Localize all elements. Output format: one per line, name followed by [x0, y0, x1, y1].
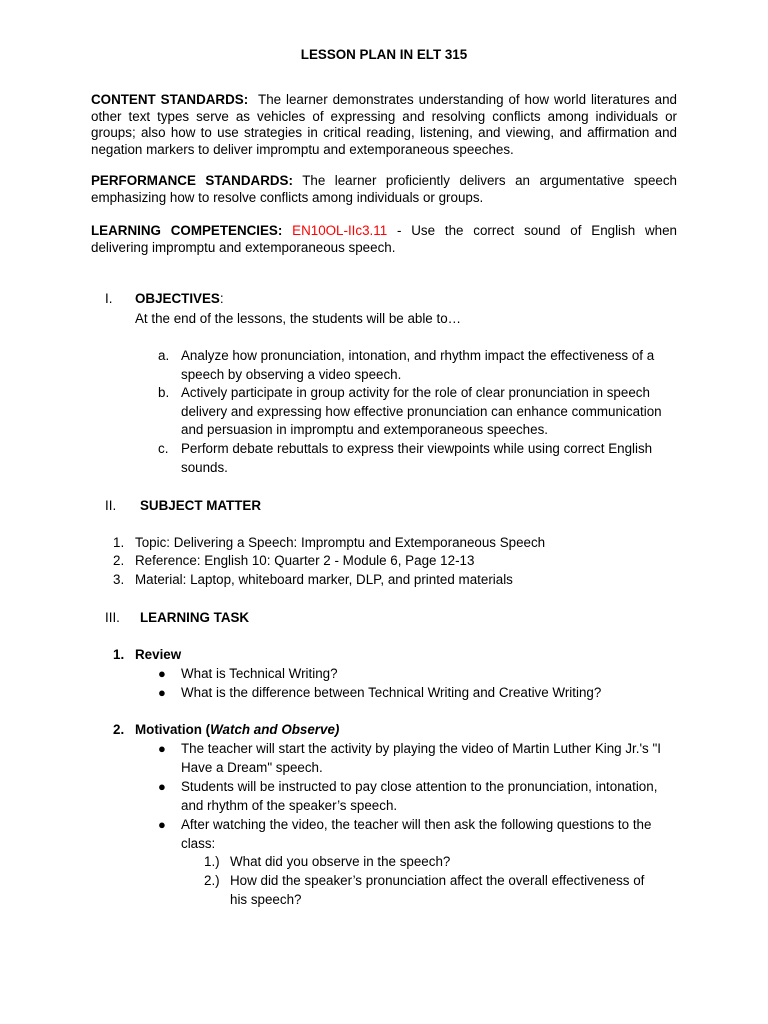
learning-competencies-label: LEARNING COMPETENCIES:: [91, 223, 283, 238]
subject-marker: 1.: [113, 535, 125, 550]
bullet-icon: ●: [158, 817, 166, 832]
motivation-bullet: The teacher will start the activity by playing the video of Martin Luther King Jr.'s "I Have a Dream" speech.: [181, 741, 661, 775]
bullet-icon: ●: [158, 685, 166, 700]
document-title: LESSON PLAN IN ELT 315: [300, 47, 468, 62]
objectives-label: OBJECTIVES: [135, 291, 220, 306]
subject-marker: 2.: [113, 553, 125, 568]
bullet-icon: ●: [158, 779, 166, 794]
learning-competencies-paragraph: [91, 223, 677, 256]
question-marker: 2.): [204, 873, 220, 888]
subject-topic: Topic: Delivering a Speech: Impromptu and Extemporaneous Speech: [135, 535, 546, 550]
motivation-label: Motivation (: [135, 722, 211, 737]
review-heading: Review: [135, 647, 182, 662]
review-question: What is the difference between Technical Writing and Creative Writing?: [181, 685, 602, 700]
objectives-colon: :: [219, 291, 224, 306]
review-question: What is Technical Writing?: [181, 666, 338, 681]
motivation-heading: [135, 721, 339, 739]
objectives-heading: [135, 290, 224, 308]
motivation-bullet: Students will be instructed to pay close attention to the pronunciation, intonation, and rhythm of the speaker’s speech.: [181, 779, 658, 813]
review-marker: 1.: [113, 647, 125, 662]
objective-item: Perform debate rebuttals to express their viewpoints while using correct English sounds.: [181, 441, 653, 475]
competency-code: EN10OL-IIc3.11: [292, 223, 388, 238]
objective-item: Analyze how pronunciation, intonation, and rhythm impact the effectiveness of a speech by observing a video speech.: [181, 348, 655, 382]
bullet-icon: ●: [158, 741, 166, 756]
objective-item: Actively participate in group activity for the role of clear pronunciation in speech delivery and expressing how effective pronunciation can enhance communication and persuasion in impromptu and extemporaneous speeches.: [181, 385, 662, 438]
learning-task-heading: LEARNING TASK: [140, 610, 250, 625]
motivation-marker: 2.: [113, 722, 125, 737]
motivation-question: What did you observe in the speech?: [230, 854, 451, 869]
content-standards-label: CONTENT STANDARDS:: [91, 92, 249, 107]
performance-standards-paragraph: [91, 173, 677, 206]
learning-competencies-text: - Use the correct sound of English when delivering impromptu and extemporaneous speech.: [91, 223, 677, 255]
content-standards-text: The learner demonstrates understanding of how world literatures and other text types serve as vehicles of expressing and resolving conflicts among individuals or groups; also how to use strategies in critical reading, listening, and viewing, and affirmation and negation markers to deliver impromptu and extemporaneous speeches.: [91, 92, 677, 157]
objective-marker: a.: [158, 348, 170, 363]
subject-marker: 3.: [113, 572, 125, 587]
objective-marker: b.: [158, 385, 170, 400]
subject-material: Material: Laptop, whiteboard marker, DLP, and printed materials: [135, 572, 513, 587]
question-marker: 1.): [204, 854, 220, 869]
subject-matter-numeral: II.: [105, 498, 117, 513]
objectives-intro: At the end of the lessons, the students will be able to…: [135, 311, 462, 326]
motivation-label-italic: Watch and Observe): [210, 722, 340, 737]
subject-matter-heading: SUBJECT MATTER: [140, 498, 262, 513]
subject-reference: Reference: English 10: Quarter 2 - Module 6, Page 12-13: [135, 553, 475, 568]
motivation-bullet: After watching the video, the teacher will then ask the following questions to the class:: [181, 817, 652, 851]
objectives-numeral: I.: [105, 291, 113, 306]
performance-standards-label: PERFORMANCE STANDARDS:: [91, 173, 293, 188]
motivation-question: How did the speaker’s pronunciation affect the overall effectiveness of his speech?: [230, 873, 645, 907]
bullet-icon: ●: [158, 666, 166, 681]
content-standards-paragraph: [91, 92, 677, 158]
performance-standards-text: The learner proficiently delivers an argumentative speech emphasizing how to resolve conflicts among individuals or groups.: [91, 173, 677, 205]
objective-marker: c.: [158, 441, 169, 456]
learning-task-numeral: III.: [105, 610, 120, 625]
